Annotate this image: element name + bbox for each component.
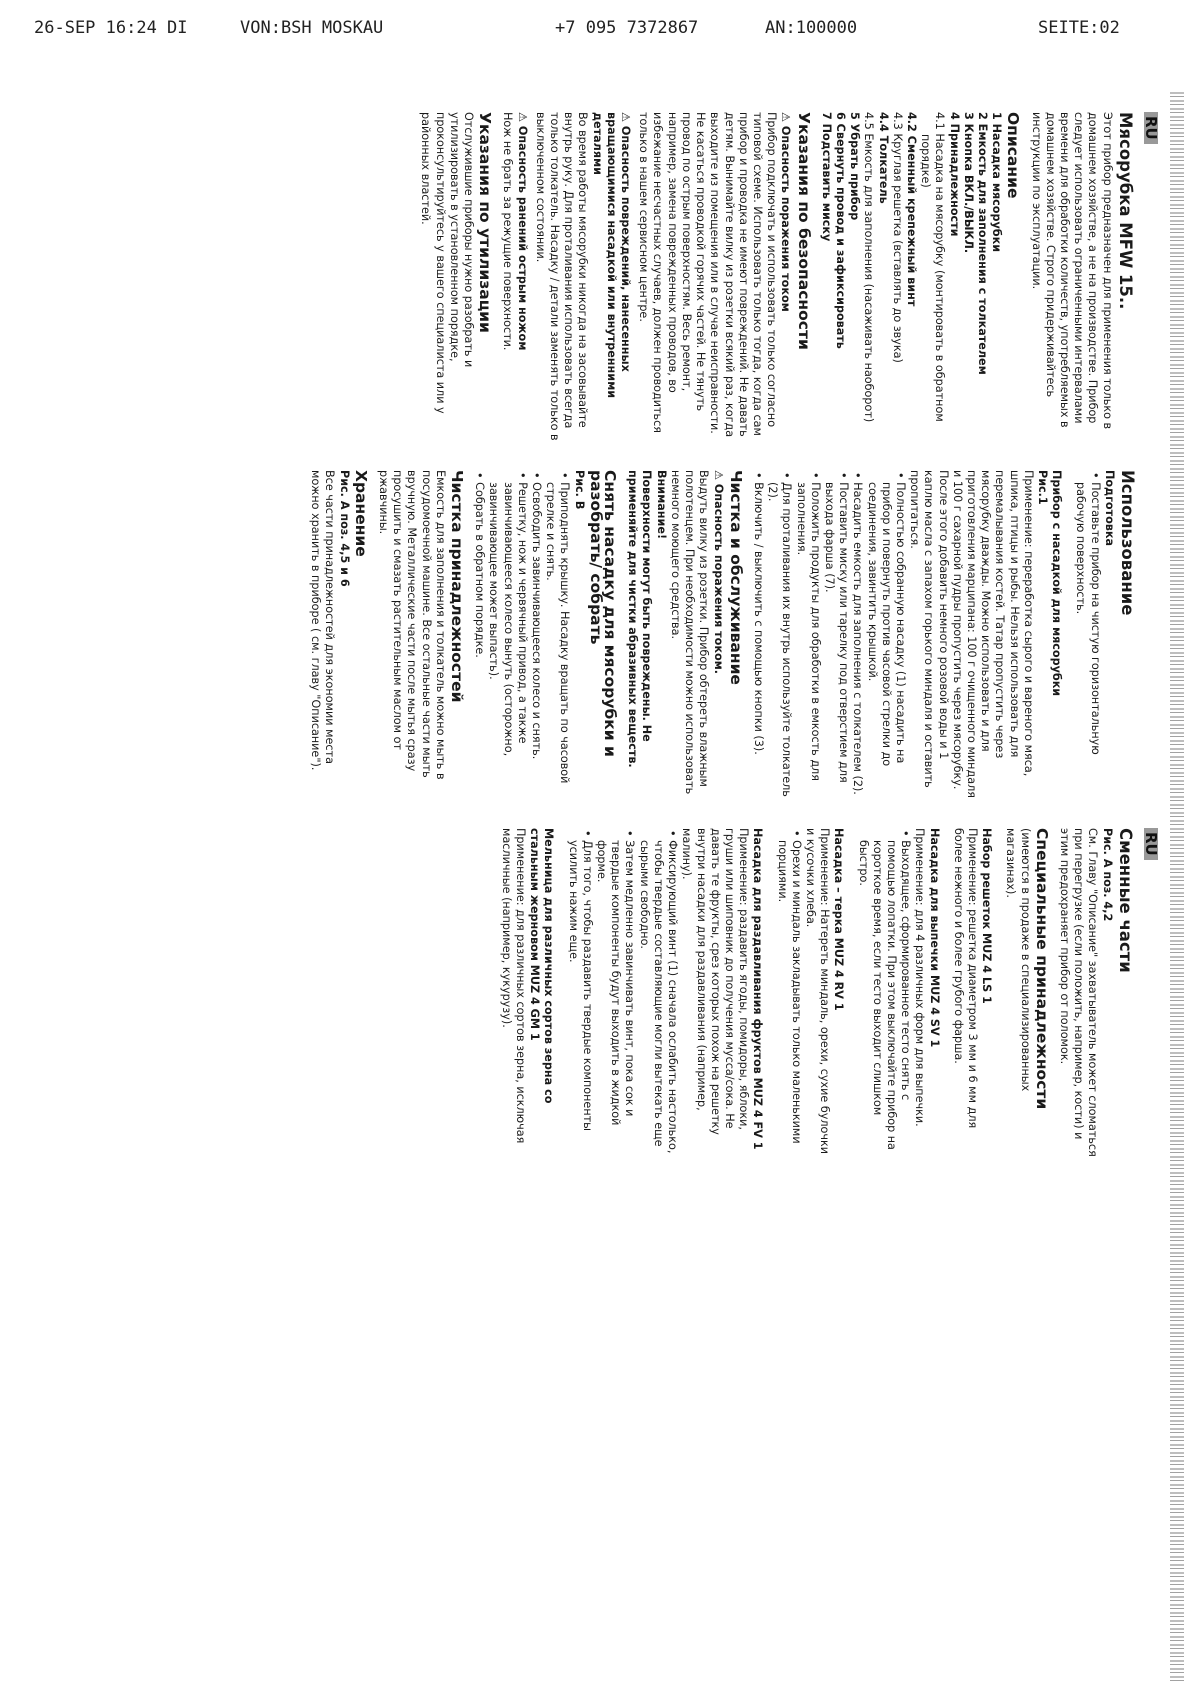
figure-ref: Рис. A поз. 4,5 и 6 bbox=[337, 470, 351, 587]
disposal-text: Отслужившие приборы нужно разобрать и утилизировать в установленном порядке, проконсультируйтесь у вашего специалиста или у районных властей. bbox=[419, 112, 476, 414]
parts-item: 3 Кнопка ВКЛ./ВЫКЛ. bbox=[961, 112, 975, 254]
fax-datetime: 26-SEP 16:24 DI bbox=[34, 18, 188, 38]
parts-item: 2 Емкость для заполнения с толкателем bbox=[975, 112, 989, 375]
baking-attachment-heading: Насадка для выпечки MUZ 4 SV 1 bbox=[927, 828, 941, 1048]
usage-bullet: • Включить / выключить с помощью кнопки (3). bbox=[751, 472, 765, 755]
baking-attachment-text: Применение: для 4 различных форм для выпечки. bbox=[913, 828, 927, 1127]
preparation-bullet: • Поставьте прибор на чистую горизонтальную рабочую поверхность. bbox=[1074, 472, 1102, 755]
sieve-set-text: Применение: решетка диаметром 3 мм и 6 мм для более нежного и более грубого фарша. bbox=[951, 828, 979, 1129]
safety-text: Прибор подключать и использовать только согласно типовой схеме. Использовать только тогда, когда сам прибор и проводка не имеют повреждений. Не давать детям. Вынимайте вилку из розетки всякий раз, когда выходите из помещения или в случае неисправности. Не касаться проводкой горячих частей. Не тянуть провод по острым поверхностям. Весь ремонт, например, замена поврежденных проводов, во избежание несчастных случаев, должен проводиться только в нашем сервисном центре. bbox=[637, 112, 779, 438]
parts-item: 5 Убрать прибор bbox=[848, 112, 862, 221]
usage-bullet: • Положить продукты для обработки в емкость для заполнения. bbox=[794, 472, 822, 781]
safety-warning-rotating: ⚠ Опасность повреждений, нанесенных вращающимися насадкой или внутренними деталями bbox=[590, 112, 633, 399]
parts-item: 4.4 Толкатель bbox=[876, 112, 890, 204]
description-heading: Описание bbox=[1004, 112, 1023, 199]
device-text: Применение: переработка сырого и вареного мяса, шпика, птицы и рыбы. Нельзя использовать для перемалывания костей. Татар пропустить через мясорубку дважды. Можно использовать и для приготовления марципана: 100 г очищенного миндаля и 100 г сахарной пудры пропустить через мясорубку. После этого добавить немного розовой воды и 1 каплю масла с запахом горького миндаля и оставить пропитаться. bbox=[908, 470, 1035, 798]
fruit-press-text: Применение: раздавить ягоды, помидоры, яблоки, груши или шиповник до получения мусса/сока. Не давать те фрукты, срез которых похож на решетку внутри насадки для раздавливания (например, малину). bbox=[680, 828, 751, 1135]
safety-heading: Указания по безопасности bbox=[794, 112, 813, 350]
parts-item: 4.2 Сменный крепежный винт bbox=[904, 112, 918, 307]
fax-an: AN:100000 bbox=[765, 18, 858, 38]
language-tag: RU bbox=[1144, 828, 1158, 860]
parts-item: 6 Свернуть провод и зафиксировать bbox=[833, 112, 847, 349]
grain-mill-heading: Мельница для различных сортов зерна со стальным жерновом MUZ 4 GM 1 bbox=[528, 828, 556, 1104]
safety-text-rotating: Во время работы мясорубки никогда на засовывайте внутрь руку. Для проталивания использовать всегда только толкатель. Насадку / детали заменять только в выключенном состоянии. bbox=[533, 112, 590, 441]
storage-heading: Хранение bbox=[351, 470, 370, 557]
fruit-bullet: • Для того, чтобы раздавить твердые компоненты усилить нажим еще. bbox=[566, 830, 594, 1131]
column-accessories bbox=[499, 828, 1158, 1158]
fax-sender: VON:BSH MOSKAU bbox=[240, 18, 384, 38]
language-tag: RU bbox=[1144, 112, 1158, 144]
remove-bullet: • Приподнять крышку. Насадку вращать по часовой стрелке и снять. bbox=[544, 472, 572, 784]
manual-content bbox=[118, 92, 1158, 1682]
scan-noise-strip bbox=[1170, 92, 1184, 1682]
accessories-cleaning-heading: Чистка принадлежностей bbox=[448, 470, 467, 703]
preparation-heading: Подготовка bbox=[1102, 470, 1116, 547]
parts-item: 4.1 Насадка на мясорубку (монтировать в обратном порядке) bbox=[919, 112, 947, 422]
cleaning-text: Выдуть вилку из розетки. Прибор обтереть влажным полотенцем. При необходимости можно использовать немного моющего средства. bbox=[668, 470, 711, 795]
grater-bullet: • Орехи и миндаль закладывать только маленькими порциями. bbox=[775, 830, 803, 1144]
attention-label: Внимание! bbox=[654, 470, 668, 540]
parts-item: 7 Подставить миску bbox=[819, 112, 833, 242]
disposal-heading: Указания по утилизации bbox=[476, 112, 495, 333]
parts-item: 4.5 Емкость для заполнения (насаживать наоборот) bbox=[862, 112, 876, 423]
safety-warning-knife: ⚠ Опасность ранений острым ножом bbox=[515, 112, 529, 351]
column-usage bbox=[308, 470, 1158, 800]
intro-text: Этот прибор предназначен для применения только в домашнем хозяйстве, а не на производстве. Прибор следует использовать ограниченными интервалами времени для обработки количеств, употребляемых в домашнем хозяйстве. Строго придерживайтесь инструкции по эксплуатации. bbox=[1029, 112, 1114, 430]
parts-item: 4 Принадлежности bbox=[947, 112, 961, 237]
fruit-press-heading: Насадка для раздавливания фруктов MUZ 4 FV 1 bbox=[751, 828, 765, 1150]
fax-phone: +7 095 7372867 bbox=[555, 18, 699, 38]
usage-heading: Использование bbox=[1118, 470, 1137, 616]
remove-bullet: • Решетку, нож и червячный привод, а также завинчивающееся колесо вынуть (осторожно, завинчивающее может выпасть). bbox=[487, 472, 529, 757]
figure-ref: Рис. B bbox=[572, 470, 586, 510]
remove-bullet: • Освободить завинчивающееся колесо и снять. bbox=[530, 472, 544, 760]
product-title: Мясорубка MFW 15.. bbox=[1115, 112, 1135, 310]
usage-bullet: • Поставить миску или тарелку под отверстием для выхода фарша (7). bbox=[822, 472, 851, 783]
safety-text-knife: Нож не брать за режущие поверхности. bbox=[501, 112, 515, 351]
column-intro bbox=[418, 112, 1158, 442]
usage-bullet: • Насадить емкость для заполнения с толкателем (2). bbox=[851, 472, 865, 795]
remove-heading: Снять насадку для мясорубки и разобрать/ собрать bbox=[586, 470, 620, 757]
spare-parts-heading: Сменные части bbox=[1115, 828, 1135, 973]
fruit-bullet: • Фиксирующий винт (1) сначала ослабить настолько, чтобы твердые составляющие могли вытекать еще сырыми свободно. bbox=[637, 830, 680, 1154]
device-heading: Прибор с насадкой для мясорубки bbox=[1050, 470, 1064, 697]
grater-text: Применение: Натереть миндаль, орехи, сухие булочки и кусочки хлеба. bbox=[803, 828, 832, 1154]
cleaning-heading: Чистка и обслуживание bbox=[726, 470, 745, 685]
fruit-bullet: • Затем медленно завинчивать винт, пока сок и твердые компоненты будут выходить в жидкой форме. bbox=[595, 830, 637, 1126]
accessories-cleaning-text: Емкость для заполнения и толкатель можно мыть в посудомоечной машине. Все остальные части мыть вручную. Металлические части после мытья сразу просушить и смазать растительным маслом от ржавчины. bbox=[377, 470, 447, 780]
usage-bullet: • Для проталивания их внутрь используйте толкатель (2). bbox=[766, 472, 794, 797]
remove-bullet: • Собрать в обратном порядке. bbox=[473, 472, 487, 658]
baking-bullet: • Выходящее, сформированное тесто снять с помощью лопатки. При этом выключайте прибор на короткое время, если тесто выходит слишком быстро. bbox=[856, 830, 913, 1150]
parts-item: 4.3 Круглая решетка (вставлять до звука) bbox=[890, 112, 904, 363]
special-accessories-note: (имеются в продаже в специализированных магазинах). bbox=[1004, 828, 1032, 1092]
usage-bullet: • Полностью собранную насадку (1) насадить на прибор и повернуть против часовой стрелки до соединения, завинтить крышкой. bbox=[865, 472, 907, 767]
grater-heading: Насадка – терка MUZ 4 RV 1 bbox=[832, 828, 846, 1011]
figure-ref: Рис.1 bbox=[1035, 470, 1049, 505]
spare-parts-text: См. Главу "Описание" захватыватель может сломаться при перегрузке (если положить, например, кости) и этим предохраняет прибор от поломок. bbox=[1057, 828, 1100, 1157]
special-accessories-heading: Специальные принадлежности bbox=[1032, 828, 1051, 1110]
safety-warning-electric: ⚠ Опасность поражения током bbox=[779, 112, 793, 312]
fax-page-number: SEITE:02 bbox=[1038, 18, 1120, 38]
sieve-set-heading: Набор решеток MUZ 4 LS 1 bbox=[980, 828, 994, 1004]
rotated-manual-page bbox=[118, 92, 1198, 1682]
storage-text: Все части принадлежностей для экономии места можно хранить в приборе ( см. главу "Описание"). bbox=[309, 470, 337, 771]
cleaning-warning: ⚠ Опасность поражения током. bbox=[711, 470, 725, 675]
fax-header bbox=[0, 0, 1198, 60]
attention-text: Поверхности могут быть повреждены. Не применяйте для чистки абразивных веществ. bbox=[626, 470, 654, 768]
grain-mill-text: Применение: для различных сортов зерна, исключая масличные (например, кукурузу). bbox=[499, 828, 528, 1144]
parts-item: 1 Насадка мясорубки bbox=[990, 112, 1004, 253]
figure-ref: Рис. A поз. 4,2 bbox=[1100, 828, 1114, 922]
